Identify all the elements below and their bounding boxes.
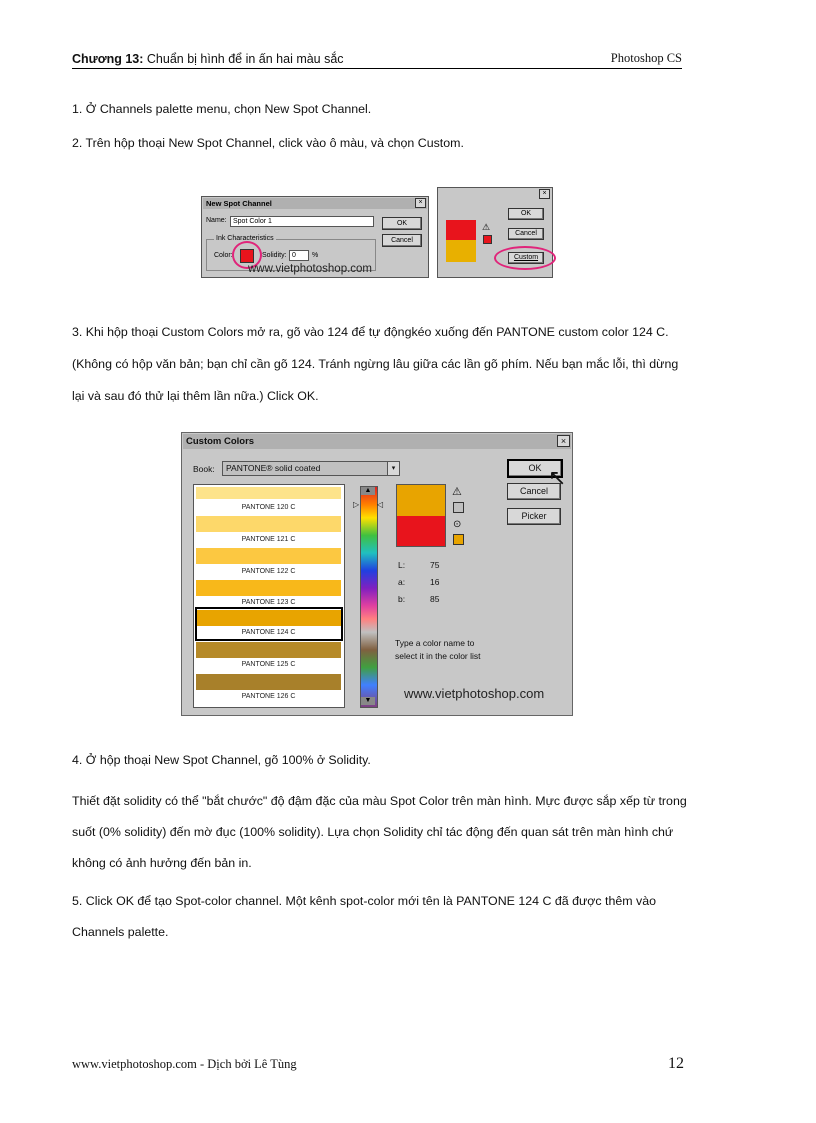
chapter-heading: [72, 52, 344, 66]
b-value: 85: [430, 594, 440, 604]
slider-right-triangle-icon[interactable]: ◁: [377, 500, 384, 509]
step-5: 5. Click OK để tạo Spot-color channel. Một kênh spot-color mới tên là PANTONE 124 C đã được thêm vào Channels palette.: [72, 894, 656, 939]
step-1: 1. Ở Channels palette menu, chọn New Spot Channel.: [72, 102, 372, 116]
old-color-swatch: [446, 240, 476, 262]
step-4: 4. Ở hộp thoại New Spot Channel, gõ 100% ở Solidity.: [72, 753, 371, 767]
custom-colors-titlebar: Custom Colors: [183, 434, 571, 449]
swatch-label[interactable]: PANTONE 126 C: [241, 693, 296, 700]
picker-ok-button[interactable]: OK: [508, 208, 544, 220]
ok-button[interactable]: OK: [382, 217, 422, 230]
book-select[interactable]: [222, 461, 400, 476]
new-color-preview: [396, 484, 446, 518]
close-icon[interactable]: ×: [557, 435, 570, 447]
gamut-swatch[interactable]: [453, 502, 464, 513]
swatch-label[interactable]: PANTONE 120 C: [241, 504, 296, 511]
gamut-swatch: [483, 235, 492, 244]
swatch-fill: [196, 516, 341, 532]
a-label: a:: [398, 577, 406, 587]
a-value: 16: [430, 577, 440, 587]
ok-button[interactable]: OK: [507, 459, 563, 478]
swatch-fill: [196, 674, 341, 690]
percent-label: %: [312, 252, 319, 259]
custom-button[interactable]: Custom: [508, 252, 544, 264]
scroll-down-icon[interactable]: ▼: [361, 697, 375, 705]
gamut-warning-icon: ⚠: [452, 486, 462, 498]
ink-group-label: Ink Characteristics: [216, 235, 274, 242]
book-label: Book:: [193, 464, 215, 474]
close-icon[interactable]: ×: [415, 198, 426, 208]
name-input[interactable]: Spot Color 1: [230, 216, 374, 227]
swatch-fill: [196, 580, 341, 596]
book-title: Photoshop CS: [610, 51, 682, 65]
solidity-note: Thiết đặt solidity có thể "bắt chước" độ đậm đặc của màu Spot Color trên màn hình. Mực được sắp xếp từ trong suốt (0% solidity) đến mờ đục (100% solidity). Lựa chọn Solidity chỉ tác động đến quan sát trên màn hình chứ không có ảnh hưởng đến bản in.: [72, 794, 687, 870]
chevron-down-icon[interactable]: ▾: [387, 462, 399, 475]
l-value: 75: [430, 560, 440, 570]
b-label: b:: [398, 594, 406, 604]
page-header: [72, 52, 682, 69]
swatch-label-selected[interactable]: PANTONE 124 C: [241, 629, 296, 636]
swatch-label[interactable]: PANTONE 125 C: [241, 661, 296, 668]
swatch-label[interactable]: PANTONE 121 C: [241, 536, 296, 543]
new-color-swatch: [446, 220, 476, 240]
name-label: Name:: [206, 217, 227, 224]
l-label: L:: [398, 560, 406, 570]
custom-highlight-circle: [494, 246, 556, 270]
type-hint: Type a color name to select it in the color list: [395, 638, 481, 661]
swatch-fill: [196, 487, 341, 499]
close-icon[interactable]: ×: [539, 189, 550, 199]
web-swatch[interactable]: [453, 534, 464, 545]
web-safe-icon: ⊙: [453, 519, 462, 530]
color-spectrum-slider[interactable]: [360, 486, 378, 708]
swatch-fill: [196, 548, 341, 564]
cursor-arrow-icon: ↖: [548, 465, 567, 490]
cancel-button[interactable]: Cancel: [507, 483, 561, 500]
color-label: Color:: [214, 252, 233, 259]
color-picker-dialog: [437, 187, 553, 278]
book-select-value: PANTONE® solid coated: [226, 463, 321, 473]
step-2: 2. Trên hộp thoại New Spot Channel, click vào ô màu, và chọn Custom.: [72, 136, 464, 150]
page-number: 12: [668, 1055, 684, 1072]
scroll-up-icon[interactable]: ▲: [361, 487, 375, 495]
solidity-input[interactable]: 0: [289, 250, 309, 261]
chapter-title: Chuẩn bị hình để in ấn hai màu sắc: [143, 52, 344, 66]
custom-colors-dialog: [181, 432, 573, 716]
new-spot-channel-dialog: [201, 196, 429, 278]
swatch-list[interactable]: [193, 484, 345, 708]
slider-left-triangle-icon[interactable]: ▷: [353, 500, 360, 509]
original-color-preview: [396, 516, 446, 547]
swatch-label[interactable]: PANTONE 123 C: [241, 599, 296, 606]
picker-cancel-button[interactable]: Cancel: [508, 228, 544, 240]
dialog-titlebar: New Spot Channel: [203, 198, 427, 209]
cancel-button[interactable]: Cancel: [382, 234, 422, 247]
solidity-label: Solidity:: [262, 252, 287, 259]
picker-button[interactable]: Picker: [507, 508, 561, 525]
chapter-label: Chương 13:: [72, 52, 144, 66]
warning-icon: ⚠: [482, 222, 491, 232]
swatch-label[interactable]: PANTONE 122 C: [241, 568, 296, 575]
watermark-text: www.vietphotoshop.com: [248, 263, 373, 275]
footer-credit: www.vietphotoshop.com - Dịch bởi Lê Tùng: [72, 1057, 297, 1071]
watermark-text: www.vietphotoshop.com: [404, 686, 545, 701]
step-3: 3. Khi hộp thoại Custom Colors mở ra, gõ vào 124 để tự độngkéo xuống đến PANTONE custom color 124 C. (Không có hộp văn bản; bạn chỉ cần gõ 124. Tránh ngừng lâu giữa các lần gõ phím. Nếu bạn mắc lỗi, thì dừng lại và sau đó thử lại thêm lần nữa.) Click OK.: [72, 325, 679, 403]
swatch-fill: [196, 642, 341, 658]
